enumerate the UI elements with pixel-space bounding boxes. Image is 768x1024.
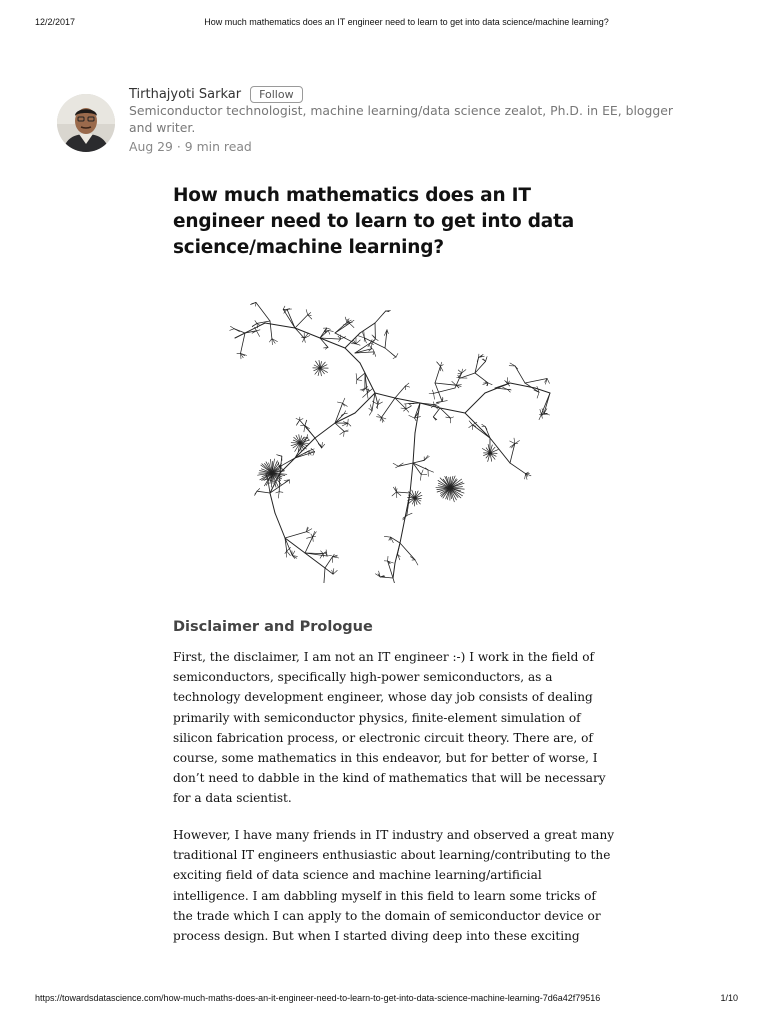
read-time: 9 min read bbox=[184, 139, 252, 154]
paragraph-line: course, some mathematics in this endeavor, but for better of worse, I bbox=[173, 751, 598, 766]
meta-separator: · bbox=[176, 139, 181, 154]
paragraph-line: exciting field of data science and machine learning/artificial bbox=[173, 868, 542, 883]
print-footer bbox=[35, 993, 738, 1007]
paragraph-line: However, I have many friends in IT industry and observed a great many bbox=[173, 828, 615, 842]
paragraph-line: the trade which I can apply to the domain of semiconductor device or bbox=[173, 908, 601, 923]
paragraph-line: don’t need to dabble in the kind of mathematics that will be necessary bbox=[173, 771, 606, 786]
author-bio: Semiconductor technologist, machine learning/data science zealot, Ph.D. in EE, blogger and writer. bbox=[129, 103, 673, 135]
post-date: Aug 29 bbox=[129, 139, 173, 154]
post-meta bbox=[129, 139, 252, 154]
author-photo-icon bbox=[57, 94, 115, 152]
page-number: 1/10 bbox=[720, 993, 738, 1003]
author-block bbox=[57, 84, 707, 164]
tree-network-illustration-icon bbox=[225, 293, 555, 583]
paragraph-line: traditional IT engineers enthusiastic about learning/contributing to the bbox=[173, 848, 611, 863]
author-name[interactable]: Tirthajyoti Sarkar bbox=[129, 86, 242, 102]
paragraph-line: process design. But when I started diving deep into these exciting bbox=[173, 929, 580, 944]
article-figure bbox=[225, 293, 555, 583]
paragraph-line: intelligence. I am dabbling myself in this field to learn some tricks of bbox=[173, 888, 596, 903]
paragraph-line: for a data scientist. bbox=[173, 791, 292, 806]
paragraph-1 bbox=[173, 647, 606, 809]
print-url[interactable]: https://towardsdatascience.com/how-much-maths-does-an-it-engineer-need-to-learn-to-get-into-data-science-machine-learning-7d6a42f79516 bbox=[35, 993, 601, 1003]
paragraph-line: First, the disclaimer, I am not an IT engineer :-) I work in the field of bbox=[173, 650, 594, 664]
paragraph-line: silicon fabrication process, or electronic circuit theory. There are, of bbox=[173, 730, 593, 745]
print-header bbox=[35, 17, 738, 31]
section-heading: Disclaimer and Prologue bbox=[173, 619, 373, 635]
print-title: How much mathematics does an IT engineer need to learn to get into data science/machine learning? bbox=[204, 17, 609, 27]
paragraph-2 bbox=[173, 825, 615, 946]
avatar[interactable] bbox=[57, 94, 115, 152]
paragraph-line: technology development engineer, whose day job consists of dealing bbox=[173, 690, 593, 705]
follow-button[interactable]: Follow bbox=[250, 86, 303, 103]
paragraph-line: semiconductors, specifically high-power semiconductors, as a bbox=[173, 670, 553, 685]
print-date: 12/2/2017 bbox=[35, 17, 76, 27]
paragraph-line: primarily with semiconductor physics, finite-element simulation of bbox=[173, 710, 581, 725]
author-name-row bbox=[129, 84, 303, 104]
article-title: How much mathematics does an IT engineer need to learn to get into data science/machine learning? bbox=[173, 185, 575, 258]
